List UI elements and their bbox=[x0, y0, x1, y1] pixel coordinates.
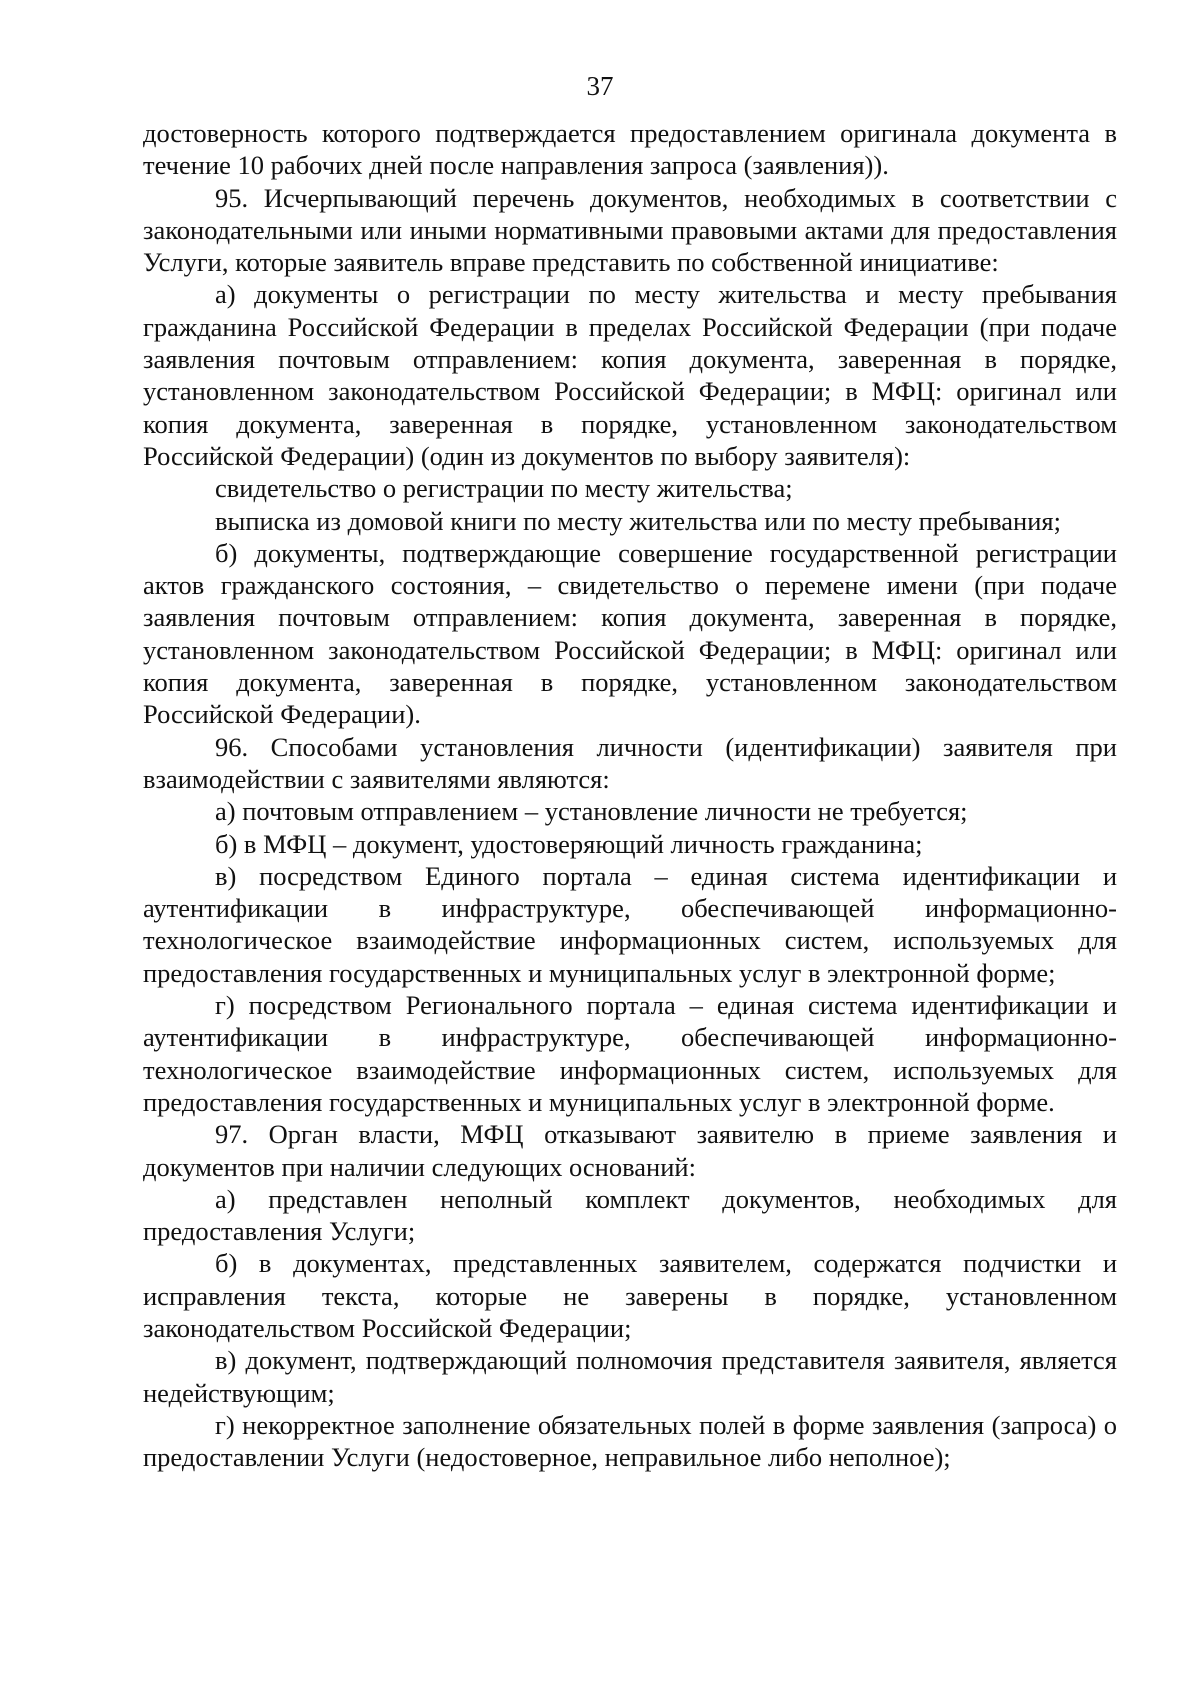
paragraph-96-v: в) посредством Единого портала – единая система идентификации и аутентификации в инфраструктуре, обеспечивающей информационно-технологическое взаимодействие информационных систем, используемых для предоставления государственных и муниципальных услуг в электронной форме; bbox=[143, 860, 1117, 988]
page-number: 37 bbox=[586, 71, 614, 101]
paragraph-97-a: а) представлен неполный комплект документов, необходимых для предоставления Услуги; bbox=[143, 1183, 1117, 1247]
paragraph-97: 97. Орган власти, МФЦ отказывают заявителю в приеме заявления и документов при наличии следующих оснований: bbox=[143, 1119, 1117, 1182]
paragraph-95: 95. Исчерпывающий перечень документов, необходимых в соответствии с законодательными или иными нормативными правовыми актами для предоставления Услуги, которые заявитель вправе представить по собственной инициативе: bbox=[143, 182, 1117, 278]
paragraph-96-a: а) почтовым отправлением – установление личности не требуется; bbox=[215, 796, 968, 827]
paragraph-96-b: б) в МФЦ – документ, удостоверяющий личность гражданина; bbox=[215, 828, 923, 859]
document-body bbox=[143, 117, 1117, 1473]
paragraph-96: 96. Способами установления личности (идентификации) заявителя при взаимодействии с заявителями являются: bbox=[143, 731, 1117, 794]
paragraph-97-g: г) некорректное заполнение обязательных полей в форме заявления (запроса) о предоставлении Услуги (недостоверное, неправильное либо неполное); bbox=[143, 1409, 1117, 1473]
paragraph-95-b: б) документы, подтверждающие совершение государственной регистрации актов гражданского состояния, – свидетельство о перемене имени (при подаче заявления почтовым отправлением: копия документа, заверенная в порядке, установленном законодательством Российской Федерации; в МФЦ: оригинал или копия документа, заверенная в порядке, установленном законодательством Российской Федерации). bbox=[143, 537, 1117, 730]
paragraph-95-a-item-2: выписка из домовой книги по месту жительства или по месту пребывания; bbox=[215, 505, 1061, 536]
paragraph-97-v: в) документ, подтверждающий полномочия представителя заявителя, является недействующим; bbox=[143, 1345, 1117, 1408]
paragraph-95-a: а) документы о регистрации по месту жительства и месту пребывания гражданина Российской Федерации в пределах Российской Федерации (при подаче заявления почтовым отправлением: копия документа, заверенная в порядке, установленном законодательством Российской Федерации; в МФЦ: оригинал или копия документа, заверенная в порядке, установленном законодательством Российской Федерации) (один из документов по выбору заявителя): bbox=[143, 279, 1117, 471]
paragraph-96-g: г) посредством Регионального портала – единая система идентификации и аутентификации в инфраструктуре, обеспечивающей информационно-технологическое взаимодействие информационных систем, используемых для предоставления государственных и муниципальных услуг в электронной форме. bbox=[143, 990, 1117, 1117]
paragraph-97-b: б) в документах, представленных заявителем, содержатся подчистки и исправления текста, которые не заверены в порядке, установленном законодательством Российской Федерации; bbox=[143, 1248, 1117, 1343]
paragraph-continuation: достоверность которого подтверждается предоставлением оригинала документа в течение 10 рабочих дней после направления запроса (заявления)). bbox=[143, 118, 1117, 181]
paragraph-95-a-item-1: свидетельство о регистрации по месту жительства; bbox=[215, 473, 793, 504]
